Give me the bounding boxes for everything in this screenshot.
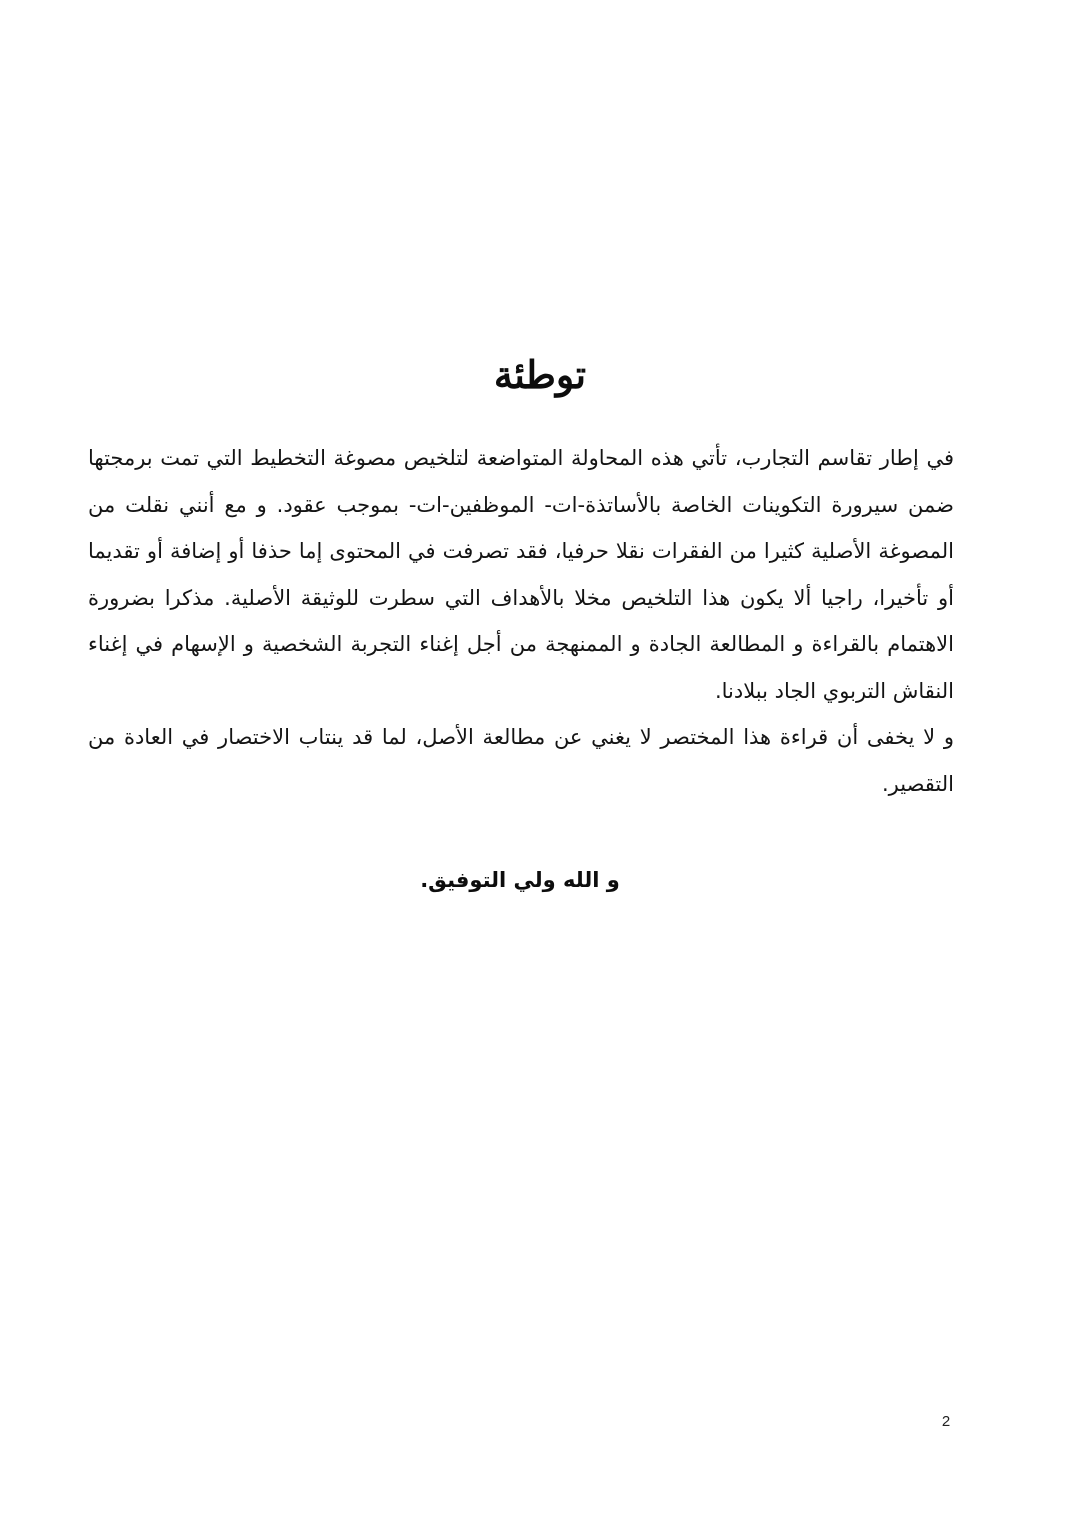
- page-title: توطئة: [493, 352, 587, 397]
- body-text: [88, 435, 954, 807]
- paragraph-intro: في إطار تقاسم التجارب، تأتي هذه المحاولة المتواضعة لتلخيص مصوغة التخطيط التي تمت برمجتها ضمن سيرورة التكوينات الخاصة بالأساتذة-ات- الموظفين-ات- بموجب عقود. و مع أنني نقلت من المصوغة الأصلية كثيرا من الفقرات نقلا حرفيا، فقد تصرفت في المحتوى إما حذفا أو إضافة أو تقديما أو تأخيرا، راجيا ألا يكون هذا التلخيص مخلا بالأهداف التي سطرت للوثيقة الأصلية. مذكرا بضرورة الاهتمام بالقراءة و المطالعة الجادة و الممنهجة من أجل إغناء التجربة الشخصية و الإسهام في إغناء النقاش التربوي الجاد ببلادنا.: [88, 446, 954, 703]
- closing-phrase: و الله ولي التوفيق.: [420, 868, 620, 892]
- paragraph-note: و لا يخفى أن قراءة هذا المختصر لا يغني عن مطالعة الأصل، لما قد ينتاب الاختصار في العادة من التقصير.: [88, 725, 954, 796]
- page-number: 2: [941, 1413, 951, 1430]
